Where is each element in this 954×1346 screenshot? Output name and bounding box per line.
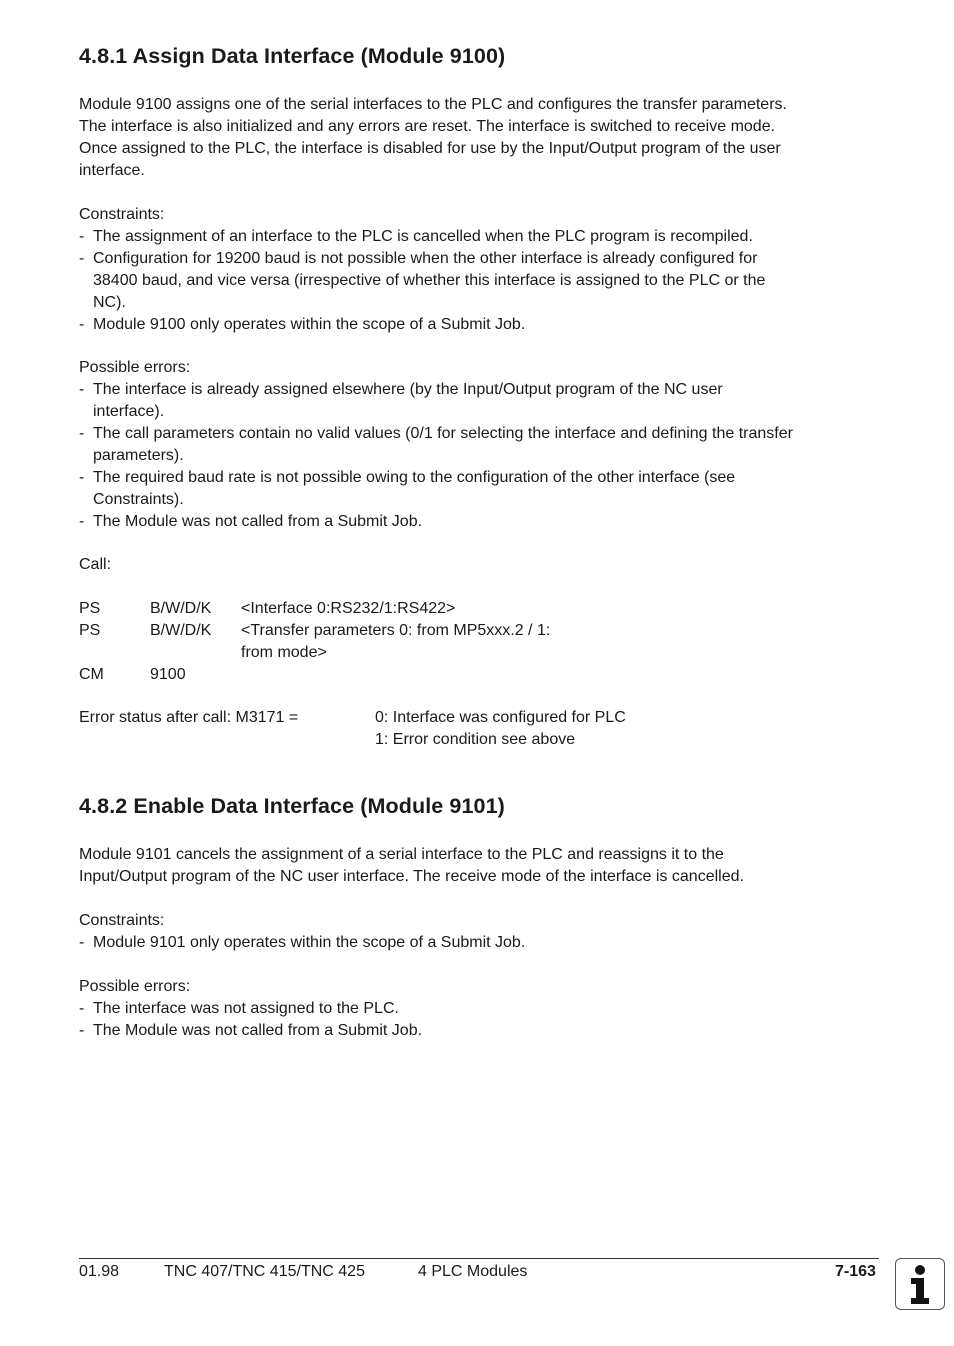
error-status-value: 0: Interface was configured for PLC: [375, 709, 626, 726]
text-line: Constraints).: [93, 491, 184, 508]
text-line: 38400 baud, and vice versa (irrespective of whether this interface is assigned to the PLC or the: [93, 272, 766, 289]
call-arg: from mode>: [241, 644, 327, 661]
text-line: The assignment of an interface to the PLC is cancelled when the PLC program is recompiled.: [93, 228, 753, 245]
list-item: - The Module was not called from a Submit Job.: [79, 1020, 879, 1042]
text-line: interface.: [79, 162, 145, 179]
call-type: B/W/D/K: [150, 622, 212, 639]
errors-label: Possible errors:: [79, 359, 191, 376]
text-line: NC).: [93, 294, 126, 311]
error-status-label: Error status after call: M3171 =: [79, 709, 299, 726]
constraints-label: Constraints:: [79, 912, 165, 929]
constraints-9100: [79, 204, 879, 336]
list-item: - The interface is already assigned elsewhere (by the Input/Output program of the NC user interface).: [79, 379, 879, 423]
list-item: - The Module was not called from a Submit Job.: [79, 511, 879, 533]
constraints-9101: [79, 910, 879, 954]
text-line: The required baud rate is not possible owing to the configuration of the other interface (see: [93, 469, 736, 486]
text-line: The Module was not called from a Submit Job.: [93, 513, 423, 530]
text-line: Module 9100 only operates within the scope of a Submit Job.: [93, 316, 526, 333]
list-item: - Module 9101 only operates within the scope of a Submit Job.: [79, 932, 879, 954]
call-op: CM: [79, 666, 104, 683]
call-arg: <Interface 0:RS232/1:RS422>: [241, 600, 456, 617]
info-icon[interactable]: [895, 1258, 945, 1310]
text-line: interface).: [93, 403, 165, 420]
call-arg: <Transfer parameters 0: from MP5xxx.2 / 1:: [241, 622, 551, 639]
text-line: Module 9101 cancels the assignment of a serial interface to the PLC and reassigns it to the: [79, 846, 724, 863]
text-line: Module 9100 assigns one of the serial interfaces to the PLC and configures the transfer parameters.: [79, 96, 787, 113]
footer-chapter: 4 PLC Modules: [418, 1263, 528, 1280]
intro-paragraph-9100: [79, 94, 879, 182]
call-type: 9100: [150, 666, 186, 683]
section-heading-9101: 4.8.2 Enable Data Interface (Module 9101): [79, 794, 505, 818]
call-op: PS: [79, 622, 101, 639]
text-line: The call parameters contain no valid values (0/1 for selecting the interface and defining the transfer: [93, 425, 793, 442]
footer-date: 01.98: [79, 1263, 120, 1280]
text-line: The Module was not called from a Submit Job.: [93, 1022, 423, 1039]
text-line: Module 9101 only operates within the scope of a Submit Job.: [93, 934, 526, 951]
text-line: The interface is already assigned elsewhere (by the Input/Output program of the NC user: [93, 381, 723, 398]
errors-9101: [79, 976, 879, 1042]
list-item: - The interface was not assigned to the PLC.: [79, 998, 879, 1020]
call-label: Call:: [79, 556, 112, 573]
constraints-label: Constraints:: [79, 206, 165, 223]
list-item: - Configuration for 19200 baud is not possible when the other interface is already configured for 38400 baud, and vice versa (irrespective of whether this interface is assigned to the PLC or the NC).: [79, 248, 879, 314]
call-op: PS: [79, 600, 101, 617]
text-line: Configuration for 19200 baud is not possible when the other interface is already configured for: [93, 250, 758, 267]
text-line: parameters).: [93, 447, 184, 464]
call-type: B/W/D/K: [150, 600, 212, 617]
text-line: Input/Output program of the NC user interface. The receive mode of the interface is cancelled.: [79, 868, 744, 885]
list-item: - The required baud rate is not possible owing to the configuration of the other interface (see Constraints).: [79, 467, 879, 511]
footer-models: TNC 407/TNC 415/TNC 425: [164, 1263, 365, 1280]
intro-paragraph-9101: [79, 844, 879, 888]
errors-label: Possible errors:: [79, 978, 191, 995]
text-line: The interface was not assigned to the PLC.: [93, 1000, 399, 1017]
text-line: The interface is also initialized and any errors are reset. The interface is switched to receive mode.: [79, 118, 776, 135]
info-glyph: [896, 1259, 944, 1309]
list-item: - The call parameters contain no valid values (0/1 for selecting the interface and defining the transfer parameters).: [79, 423, 879, 467]
page-number: 7-163: [835, 1263, 876, 1280]
error-status-value: 1: Error condition see above: [375, 731, 576, 748]
text-line: Once assigned to the PLC, the interface is disabled for use by the Input/Output program of the user: [79, 140, 781, 157]
section-heading-9100: 4.8.1 Assign Data Interface (Module 9100): [79, 44, 506, 68]
errors-9100: [79, 357, 879, 533]
list-item: - The assignment of an interface to the PLC is cancelled when the PLC program is recompiled.: [79, 226, 879, 248]
list-item: - Module 9100 only operates within the scope of a Submit Job.: [79, 314, 879, 336]
footer-rule: [79, 1258, 879, 1259]
